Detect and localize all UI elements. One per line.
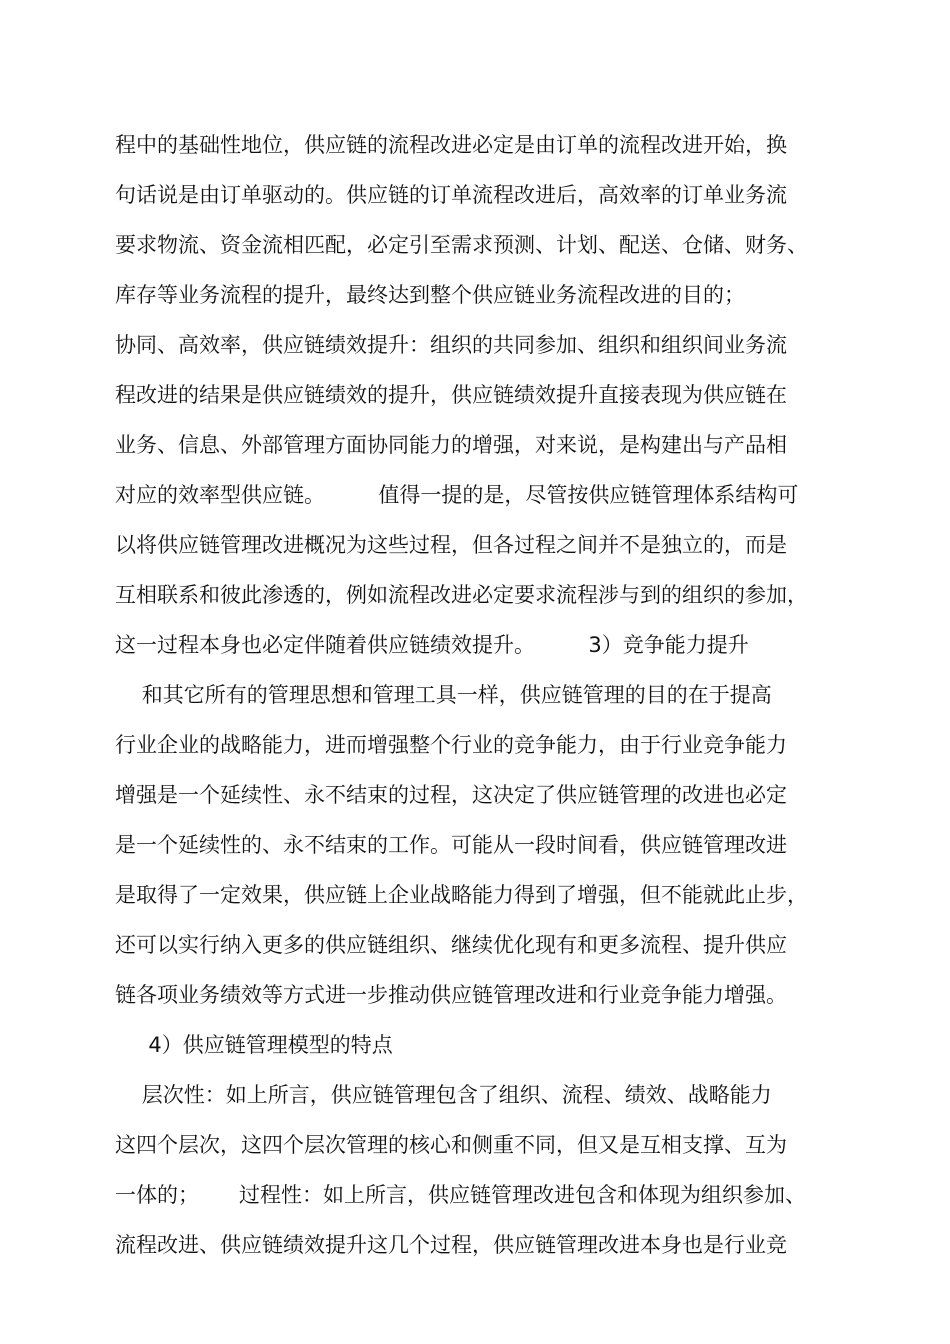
text-line: 对应的效率型供应链。 值得一提的是，尽管按供应链管理体系结构可 — [115, 483, 799, 507]
text-line: 程中的基础性地位，供应链的流程改进必定是由订单的流程改进开始，换 — [115, 133, 787, 157]
text-line: 要求物流、资金流相匹配，必定引至需求预测、计划、配送、仓储、财务、 — [115, 233, 808, 257]
text-line: 业务、信息、外部管理方面协同能力的增强，对来说，是构建出与产品相 — [115, 433, 787, 457]
text-line: 这一过程本身也必定伴随着供应链绩效提升。 3）竞争能力提升 — [115, 633, 749, 657]
text-line: 链各项业务绩效等方式进一步推动供应链管理改进和行业竞争能力增强。 — [115, 983, 787, 1007]
text-line: 程改进的结果是供应链绩效的提升，供应链绩效提升直接表现为供应链在 — [115, 383, 787, 407]
text-line: 句话说是由订单驱动的。供应链的订单流程改进后，高效率的订单业务流 — [115, 183, 787, 207]
text-line: 行业企业的战略能力，进而增强整个行业的竞争能力，由于行业竞争能力 — [115, 733, 787, 757]
text-line: 库存等业务流程的提升，最终达到整个供应链业务流程改进的目的； — [115, 283, 745, 307]
text-line: 以将供应链管理改进概况为这些过程，但各过程之间并不是独立的，而是 — [115, 533, 787, 557]
text-line: 互相联系和彼此渗透的，例如流程改进必定要求流程涉与到的组织的参加， — [115, 583, 808, 607]
text-line: 协同、高效率，供应链绩效提升：组织的共同参加、组织和组织间业务流 — [115, 333, 787, 357]
text-line: 流程改进、供应链绩效提升这几个过程，供应链管理改进本身也是行业竞 — [115, 1233, 787, 1257]
text-line: 这四个层次，这四个层次管理的核心和侧重不同，但又是互相支撑、互为 — [115, 1133, 787, 1157]
text-line: 是取得了一定效果，供应链上企业战略能力得到了增强，但不能就此止步， — [115, 883, 808, 907]
text-line: 还可以实行纳入更多的供应链组织、继续优化现有和更多流程、提升供应 — [115, 933, 787, 957]
section-heading: 4）供应链管理模型的特点 — [115, 1033, 393, 1057]
text-line: 层次性：如上所言，供应链管理包含了组织、流程、绩效、战略能力 — [115, 1083, 772, 1107]
text-line: 是一个延续性的、永不结束的工作。可能从一段时间看，供应链管理改进 — [115, 833, 787, 857]
text-line: 一体的； 过程性：如上所言，供应链管理改进包含和体现为组织参加、 — [115, 1183, 807, 1207]
text-line: 和其它所有的管理思想和管理工具一样，供应链管理的目的在于提高 — [115, 683, 772, 707]
text-line: 增强是一个延续性、永不结束的过程，这决定了供应链管理的改进也必定 — [115, 783, 787, 807]
